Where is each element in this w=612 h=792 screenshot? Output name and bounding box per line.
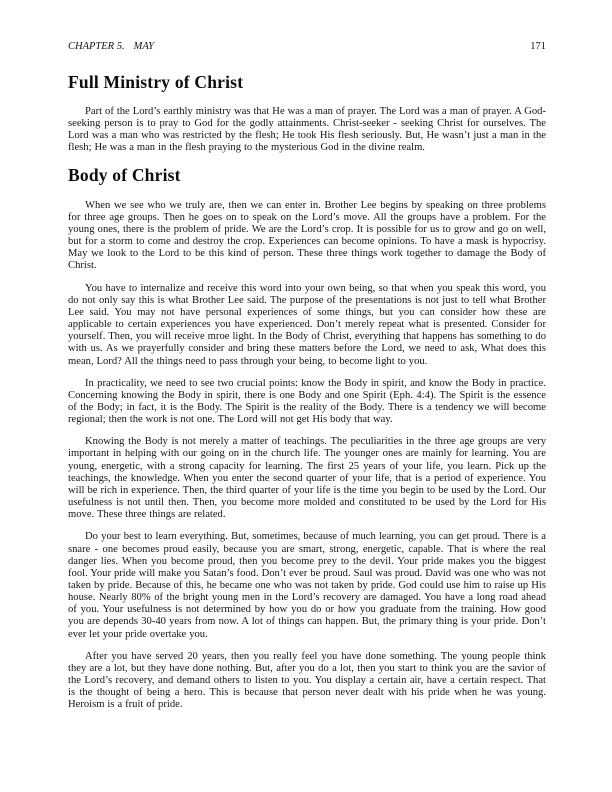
chapter-label: CHAPTER 5. — [68, 41, 125, 52]
page-content — [68, 41, 546, 722]
section-paragraph: Knowing the Body is not merely a matter of teachings. The peculiarities in the three age groups are very important in helping with our going on in the church life. The younger ones are mainly for learning. You are young, energetic, with a strong capacity for learning. The first 25 years of your life, you learn. Pick up the teachings, the knowledge. When you enter the second quarter of your life, that is a period of experience. You will be rich in experience. Then, the third quarter of your life is the time you begin to be used by the Lord. Our usefulness is not until then. Then, you become more molded and constituted to be used by the Lord for His move. These three things are related. — [68, 436, 546, 521]
page-number: 171 — [530, 41, 546, 52]
section-paragraph: In practicality, we need to see two crucial points: know the Body in spirit, and know the Body in practice. Concerning knowing the Body in spirit, there is one Body and one Spirit (Eph. 4:4). The Spirit is the essence of the Body; in fact, it is the Body. The Spirit is the reality of the Body. There is a tendency we will become regional; then the work is not one. The Lord will not get His body that way. — [68, 377, 546, 426]
document-title: Full Ministry of Christ — [68, 72, 244, 92]
section-paragraph: You have to internalize and receive this word into your own being, so that when you speak this word, you do not only say this is what Brother Lee said. The purpose of the presentations is not just to tell what Brother Lee said. You may not have personal experiences of some things, but you can consider how these are applicable to certain experiences you have experienced. Don’t merely repeat what is presented. Consider for yourself. Then, you will receive mroe light. In the Body of Christ, everything that happens has something to do with us. As we prayerfully consider and bring these matters before the Lord, we need to ask, What does this mean, Lord? All the things need to pass through your being, to become light to you. — [68, 282, 546, 367]
chapter-mark — [68, 41, 154, 52]
section-heading: Body of Christ — [68, 164, 181, 185]
section-body-of-christ — [68, 165, 546, 712]
intro-paragraph: Part of the Lord’s earthly ministry was that He was a man of prayer. The Lord was a man of prayer. A God-seeking person is to pray to God for the godly attainments. Christ-seeker - seeking Christ for ourselves. The Lord was a man who was restricted by the flesh; He took His flesh seriously. But, He wasn’t just a man in the flesh; He was a man in the flesh praying to the mysterious God in the divine realm. — [68, 106, 546, 154]
section-paragraph: After you have served 20 years, then you really feel you have done something. The young people think they are a lot, but they have done nothing. But, after you do a lot, then you start to think you are the savior of the Lord’s recovery, and demand others to listen to you. You display a certain air, have a certain respect. That is the thought of being a hero. This is because that person never dealt with his pride when he was young. Heroism is a fruit of pride. — [68, 650, 546, 711]
running-header — [68, 41, 546, 52]
section-paragraph: When we see who we truly are, then we can enter in. Brother Lee begins by speaking on three problems for three age groups. Then he goes on to speak on the Lord’s move. All the groups have a problem. For the young ones, there is the problem of pride. We are the Lord’s crop. It is possible for us to grow and go on well, but for a storm to come and destroy the crop. Experiences can become opinions. To have a mask is hypocrisy. May we look to the Lord to be this kind of person. These three things work together to damage the Body of Christ. — [68, 199, 546, 272]
section-paragraph: Do your best to learn everything. But, sometimes, because of much learning, you can get proud. There is a snare - one becomes proud easily, because you are smart, strong, energetic, capable. That is where the real danger lies. When you become proud, then you become prey to the devil. Your pride makes you the biggest fool. Your pride will make you Satan’s food. Don’t ever be proud. Saul was proud. David was one who was not taken by pride. Because of this, he became one who was not taken by pride. God could use him to raise up His house. Nearly 80% of the bright young men in the Lord’s recovery are damaged. You have a long road ahead of you. Your usefulness is not determined by how you do or how you graduate from the training. How good you are depends 30-40 years from now. A lot of things can happen. But, the primary thing is your pride. Don’t ever let your pride overtake you. — [68, 531, 546, 640]
chapter-month: MAY — [133, 41, 155, 52]
